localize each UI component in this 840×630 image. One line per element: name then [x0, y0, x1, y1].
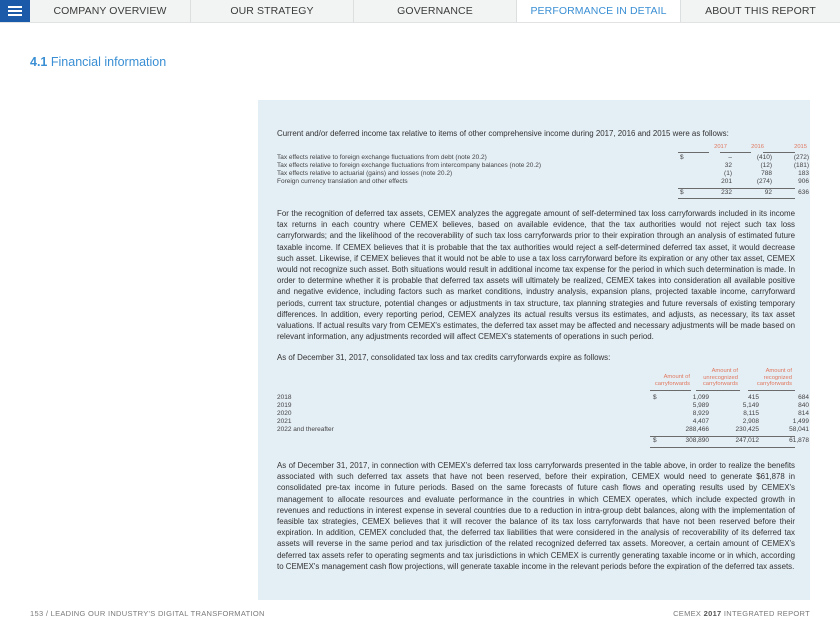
table-cell: 788	[761, 170, 772, 177]
section-title: Financial information	[50, 55, 167, 69]
currency-symbol: $	[680, 189, 684, 196]
table-row	[277, 418, 809, 426]
paragraph-deferred-tax-recognition: For the recognition of deferred tax assets, CEMEX analyzes the aggregate amount of self-determined tax loss carryforwards included in its income tax returns in each country where CEMEX believes, based on available evidence, that the tax authorities would not reject such tax loss carryforwards; and the likelihood of the recoverability of such tax loss carryforwards prior to their expiration through an analysis of estimated future taxable income. If CEMEX believes that it is probable that the tax authorities would reject a self-determined deferred tax asset, it would decrease such asset. Likewise, if CEMEX believes that it would not be able to use a tax loss carryforward before its expiration or any other tax asset, CEMEX would not recognize such asset. Both situations would result in additional income tax expense for the period in which such determination is made. In order to determine whether it is probable that deferred tax assets will ultimately be realized, CEMEX takes into consideration all available positive and negative evidence, including factors such as market conditions, industry analysis, expansion plans, projected taxable income, carryforward periods, current tax structure, potential changes or adjustments in tax structure, tax planning strategies and future reversals of existing temporary differences. In addition, every reporting period, CEMEX analyzes its actual results versus its estimates, and adjusts, as necessary, its tax asset valuations. If actual results vary from CEMEX's estimates, the deferred tax asset may be affected and necessary adjustments will be made based on relevant information, any adjustments recorded will affect CEMEX's statements of operations in such period.	[277, 209, 795, 342]
table-cell: 201	[721, 178, 732, 185]
table-cell: 232	[721, 189, 732, 196]
table-row	[277, 162, 809, 170]
table1-header	[277, 143, 807, 151]
tab-about-this-report[interactable]: ABOUT THIS REPORT	[705, 5, 816, 17]
table-cell: 684	[798, 394, 809, 401]
table-cell: (1)	[724, 170, 732, 177]
section-number: 4.1	[30, 55, 48, 69]
table-cell: 8,929	[692, 410, 709, 417]
table-row	[277, 154, 809, 162]
table-row	[277, 170, 809, 178]
row-label: 2020	[277, 410, 292, 417]
table-row	[277, 426, 809, 434]
column-header: Amount of recognized carryforwards	[756, 368, 792, 388]
table-cell: (272)	[793, 154, 809, 161]
row-label: Tax effects relative to actuarial (gains) and losses (note 20.2)	[277, 170, 453, 177]
menu-icon[interactable]	[0, 0, 30, 22]
table-cell: 840	[798, 402, 809, 409]
table-row	[277, 410, 809, 418]
table-row	[277, 394, 809, 402]
table-cell: (410)	[756, 154, 772, 161]
currency-symbol: $	[653, 437, 657, 444]
column-header: 2015	[794, 144, 807, 150]
currency-symbol: $	[653, 394, 657, 401]
table-cell: 2,908	[742, 418, 759, 425]
footer-brand: CEMEX	[673, 609, 702, 618]
footer-separator: /	[45, 609, 49, 618]
table-cell: 61,878	[789, 437, 809, 444]
table-cell: –	[728, 154, 732, 161]
column-header: Amount of unrecognized carryforwards	[702, 368, 738, 388]
table1-intro: Current and/or deferred income tax relative to items of other comprehensive income during 2017, 2016 and 2015 were as follows:	[277, 129, 729, 138]
table-cell: 183	[798, 170, 809, 177]
paragraph-tax-loss-carryforwards: As of December 31, 2017, in connection with CEMEX's deferred tax loss carryforwards presented in the table above, in order to realize the benefits associated with such deferred tax assets that have not been reserved, before their expiration, CEMEX would need to generate $61,878 in consolidated pre-tax income in future periods. Based on the same forecasts of future cash flows and operating results used by CEMEX's management to allocate resources and evaluate performance in the countries in which CEMEX operates, which include expected growth in revenues and reductions in interest expense in several countries due to a reduction in intra-group debt balances, along with the implementation of feasible tax strategies, CEMEX believes that it will recover the balance of its tax loss carryforwards that have not been reserved before their expiration. In addition, CEMEX concluded that, the deferred tax liabilities that were considered in the analysis of recoverability of its deferred tax assets will reverse in the same period and tax jurisdiction of the related recognized deferred tax assets. Moreover, a certain amount of CEMEX's deferred tax assets refer to operating segments and tax jurisdictions in which CEMEX is currently generating taxable income or in which, according to CEMEX's management cash flow projections, will generate taxable income in the relevant periods before the expiration of the deferred tax assets.	[277, 461, 795, 571]
table-cell: (181)	[793, 162, 809, 169]
top-navigation	[0, 0, 840, 23]
table-total-row	[277, 437, 809, 445]
table-cell: 4,407	[692, 418, 709, 425]
total-double-rule	[678, 198, 795, 199]
footer-left	[30, 609, 265, 618]
header-rule	[650, 390, 691, 391]
table-cell: 636	[798, 189, 809, 196]
table-cell: 58,041	[789, 426, 809, 433]
footer-report-name: INTEGRATED REPORT	[723, 609, 810, 618]
table-cell: 247,012	[735, 437, 759, 444]
table-cell: (274)	[756, 178, 772, 185]
table-cell: 8,115	[743, 410, 759, 417]
footer-right	[673, 609, 810, 618]
table-row	[277, 402, 809, 410]
header-rule	[763, 152, 795, 153]
table-cell: 230,425	[735, 426, 759, 433]
table2-intro: As of December 31, 2017, consolidated tax loss and tax credits carryforwards expire as follows:	[277, 353, 611, 362]
header-rule	[748, 390, 795, 391]
row-label: 2019	[277, 402, 292, 409]
tab-company-overview[interactable]: COMPANY OVERVIEW	[53, 5, 167, 17]
content-panel	[258, 100, 810, 600]
row-label: 2022 and thereafter	[277, 426, 334, 433]
table-cell: 1,099	[692, 394, 709, 401]
column-header: Amount of carryforwards	[654, 374, 690, 387]
table-cell: 288,466	[685, 426, 709, 433]
header-rule	[696, 390, 740, 391]
table-cell: (12)	[760, 162, 772, 169]
table-cell: 32	[724, 162, 732, 169]
tab-governance[interactable]: GOVERNANCE	[397, 5, 473, 17]
table-cell: 415	[748, 394, 759, 401]
table-cell: 5,149	[742, 402, 759, 409]
table-cell: 308,890	[685, 437, 709, 444]
row-label: 2021	[277, 418, 292, 425]
header-rule	[720, 152, 751, 153]
row-label: Foreign currency translation and other effects	[277, 178, 408, 185]
table-cell: 906	[798, 178, 809, 185]
footer-year: 2017	[703, 609, 722, 618]
header-rule	[678, 152, 709, 153]
row-label: Tax effects relative to foreign exchange fluctuations from debt (note 20.2)	[277, 154, 487, 161]
table-cell: 92	[764, 189, 772, 196]
table-cell: 1,499	[792, 418, 809, 425]
row-label: Tax effects relative to foreign exchange fluctuations from intercompany balances (note 20.2)	[277, 162, 541, 169]
tab-performance-in-detail[interactable]: PERFORMANCE IN DETAIL	[517, 0, 680, 22]
column-header: 2017	[714, 144, 727, 150]
section-heading	[30, 55, 166, 69]
footer-report-theme: LEADING OUR INDUSTRY'S DIGITAL TRANSFORMATION	[50, 609, 265, 618]
table-total-row	[277, 189, 809, 197]
table-cell: 5,989	[692, 402, 709, 409]
table-cell: 814	[798, 410, 809, 417]
currency-symbol: $	[680, 154, 684, 161]
row-label: 2018	[277, 394, 292, 401]
total-double-rule	[650, 447, 795, 448]
page-number: 153	[30, 609, 44, 618]
table-row	[277, 178, 809, 186]
column-header: 2016	[751, 144, 764, 150]
tab-our-strategy[interactable]: OUR STRATEGY	[230, 5, 314, 17]
